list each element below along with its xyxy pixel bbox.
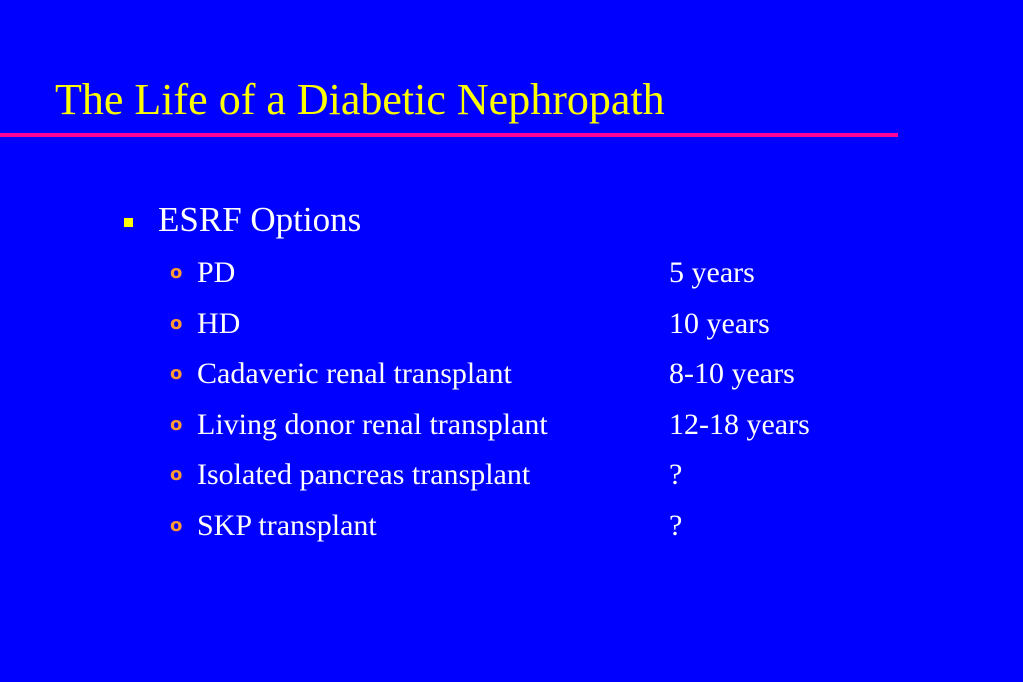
option-duration: ? xyxy=(669,458,683,492)
option-label: Isolated pancreas transplant xyxy=(197,458,531,492)
option-label: SKP transplant xyxy=(197,508,377,542)
list-item xyxy=(170,256,755,307)
square-bullet-icon xyxy=(124,218,133,227)
option-duration: 8-10 years xyxy=(669,357,795,391)
option-label: Cadaveric renal transplant xyxy=(197,357,512,391)
option-label: Living donor renal transplant xyxy=(197,407,548,441)
o-bullet-icon: o xyxy=(170,514,183,536)
list-item xyxy=(170,407,810,459)
list-item xyxy=(170,357,795,408)
option-label: HD xyxy=(197,306,241,340)
option-duration: 10 years xyxy=(669,306,770,340)
list-item xyxy=(170,458,683,509)
options-list xyxy=(170,256,810,560)
title-underline xyxy=(0,133,898,137)
o-bullet-icon: o xyxy=(170,464,183,486)
option-label: PD xyxy=(197,256,236,289)
o-bullet-icon: o xyxy=(170,312,183,334)
o-bullet-icon: o xyxy=(170,363,183,385)
option-duration: ? xyxy=(669,508,683,542)
o-bullet-icon: o xyxy=(170,413,183,435)
bullet-heading: ESRF Options xyxy=(158,200,362,239)
option-duration: 5 years xyxy=(669,256,755,289)
o-bullet-icon: o xyxy=(170,262,183,283)
list-item xyxy=(170,306,770,358)
list-item xyxy=(170,508,683,560)
slide-title: The Life of a Diabetic Nephropath xyxy=(55,75,665,124)
option-duration: 12-18 years xyxy=(669,407,810,441)
bullet-esrf-options xyxy=(124,200,361,240)
